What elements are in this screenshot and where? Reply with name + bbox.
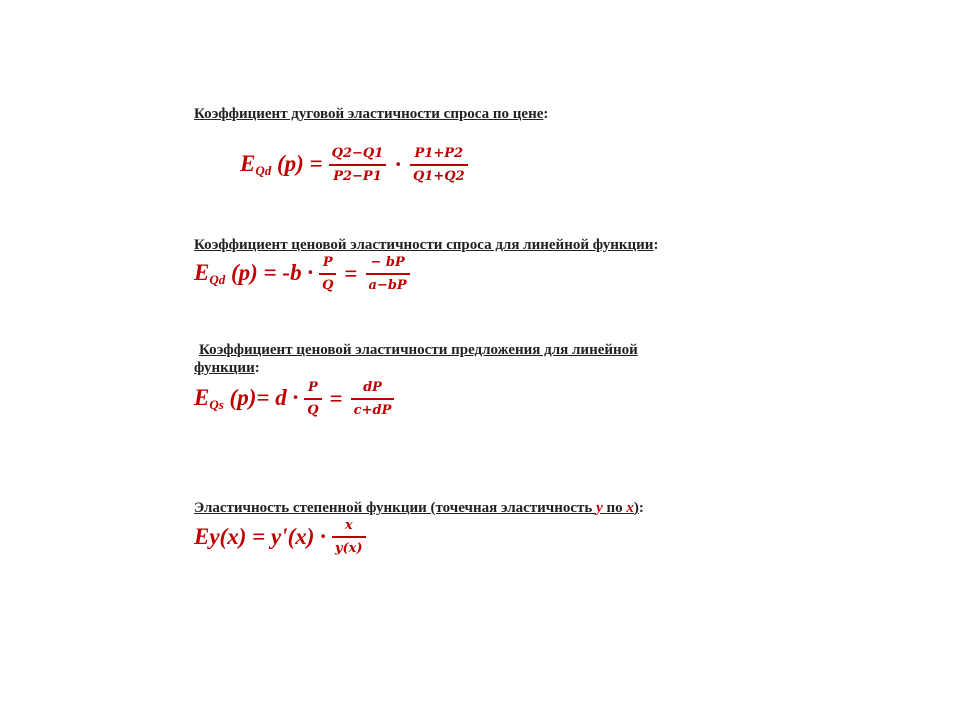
power-heading-post: ) xyxy=(633,500,639,516)
lhs-subscript: Qd xyxy=(255,163,272,178)
fraction-numerator: − bP xyxy=(370,255,405,270)
formula-lhs: Ey(x) = y'(x) · xyxy=(194,524,326,549)
power-heading-y: y xyxy=(596,500,603,516)
fraction-denominator: a−bP xyxy=(368,278,407,293)
fraction-denominator: y(x) xyxy=(334,541,363,556)
lhs-symbol: E xyxy=(194,260,210,285)
arc-elasticity-heading-colon: : xyxy=(543,106,549,122)
linear-supply-heading-line2: функции xyxy=(194,360,255,376)
fraction-p-over-q xyxy=(304,380,321,418)
formula-lhs xyxy=(240,151,323,179)
fraction-numerator: Q2−Q1 xyxy=(331,146,384,161)
lhs-symbol: E xyxy=(240,151,256,176)
arc-elasticity-heading xyxy=(194,105,548,123)
lhs-rest: (p) = -b · xyxy=(225,260,314,285)
fraction-linear-demand xyxy=(366,255,410,293)
linear-demand-heading-text: Коэффициент ценовой эластичности спроса для линейной функции xyxy=(194,237,654,253)
linear-demand-elasticity-heading xyxy=(194,236,658,254)
linear-supply-elasticity-formula xyxy=(194,380,396,418)
arc-elasticity-formula xyxy=(240,146,470,184)
fraction-linear-supply xyxy=(351,380,395,418)
formula-lhs xyxy=(194,260,313,288)
power-heading-text xyxy=(194,500,639,516)
fraction-quantity-change xyxy=(329,146,387,184)
fraction-numerator: x xyxy=(344,518,353,533)
fraction-denominator: c+dP xyxy=(353,403,392,418)
power-heading-mid: по xyxy=(602,500,627,516)
power-function-elasticity-heading xyxy=(194,499,644,517)
power-heading-x: x xyxy=(626,500,634,516)
fraction-numerator: P1+P2 xyxy=(414,146,464,161)
equals-sign: = xyxy=(329,386,343,411)
lhs-rest: (p)= d · xyxy=(223,385,299,410)
fraction-x-over-yx xyxy=(332,518,366,556)
linear-supply-heading-colon: : xyxy=(254,360,260,376)
lhs-subscript: Qs xyxy=(209,397,224,412)
multiply-dot: · xyxy=(394,152,402,177)
formula-lhs xyxy=(194,385,298,413)
fraction-price-sum xyxy=(410,146,468,184)
power-heading-pre: Эластичность степенной функции (точечная эластичность xyxy=(194,500,597,516)
fraction-denominator: Q1+Q2 xyxy=(412,169,465,184)
fraction-numerator: P xyxy=(308,380,318,395)
fraction-numerator: P xyxy=(322,255,333,270)
fraction-denominator: P2−P1 xyxy=(333,169,382,184)
power-function-elasticity-formula xyxy=(194,518,368,556)
fraction-numerator: dP xyxy=(363,380,382,395)
fraction-denominator: Q xyxy=(322,278,334,293)
power-heading-colon: : xyxy=(638,500,644,516)
equals-sign: = xyxy=(344,261,358,286)
linear-demand-heading-colon: : xyxy=(653,237,659,253)
lhs-symbol: E xyxy=(194,385,210,410)
linear-demand-elasticity-formula xyxy=(194,255,412,293)
linear-supply-heading-line1: Коэффициент ценовой эластичности предложения для линейной xyxy=(199,342,638,358)
linear-supply-elasticity-heading xyxy=(194,341,638,377)
arc-elasticity-heading-text: Коэффициент дуговой эластичности спроса по цене xyxy=(194,106,544,122)
lhs-rest: (p) = xyxy=(271,151,323,176)
fraction-denominator: Q xyxy=(307,403,319,418)
lhs-subscript: Qd xyxy=(209,272,226,287)
fraction-p-over-q xyxy=(319,255,336,293)
